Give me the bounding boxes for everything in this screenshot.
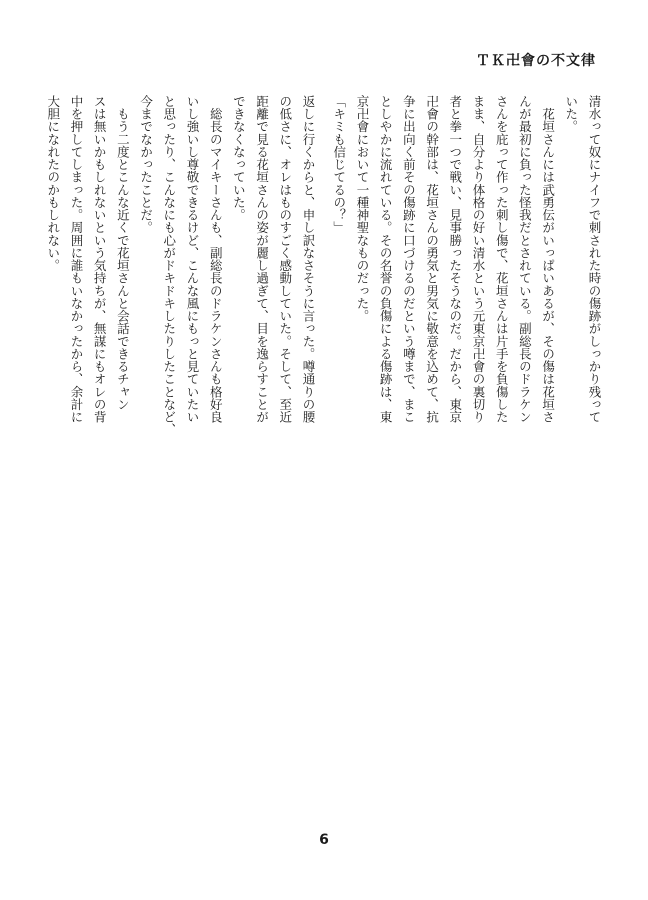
- running-title: ＴＫ卍會の不文律: [476, 53, 596, 69]
- paragraph: [324, 95, 328, 865]
- paragraph: 返しに行くからと、申し訳なさそうに言った。噂通りの腰 の低さに、オレはものすごく感動していた。そして、至近 距離で見る花垣さんの姿が麗し過ぎて、目を逸らすことが できなくなっていた。: [231, 95, 316, 424]
- paragraph: 「キミも信じてるの？」: [331, 95, 347, 234]
- text-block-right: [324, 95, 606, 865]
- paragraph: 花垣さんには武勇伝がいっぱいあるが、その傷は花垣さ んが最初に負った怪我だとされている。副総長のドラケン さんを庇って作った刺し傷で、花垣さんは片手を負傷した まま、自分より体格の好い清水という元東京卍會の裏切り 者と拳一つで戦い、見事勝ったそうなのだ。だから、東京 卍會の幹部は、花垣さんの勇気と男気に敬意を込めて、抗 争に出向く前その傷跡に口づけるのだという噂まで、まこ としやかに流れている。その名誉の負傷による傷跡は、東 京卍會において一種神聖なものだった。: [354, 95, 556, 424]
- paragraph: [38, 95, 42, 865]
- paragraph: もう二度とこんな近くで花垣さんと会話できるチャン スは無いかもしれないという気持ちが、無謀にもオレの背 中を押してしまった。周囲に誰もいなかったから、余計に 大胆になれたのかもしれない。: [45, 95, 131, 424]
- paragraph: 総長のマイキーさんも、副総長のドラケンさんも格好良 いし強いし尊敬できるけど、こんな風にもっと見ていたい と思ったり、こんなにも心がドキドキしたりしたことなど、 今までなかったことだ。: [138, 95, 224, 436]
- paragraph: 清水って奴にナイフで刺された時の傷跡がしっかり残って いた。: [563, 95, 602, 424]
- page-number: 6: [319, 832, 329, 848]
- text-block-left: [38, 95, 320, 865]
